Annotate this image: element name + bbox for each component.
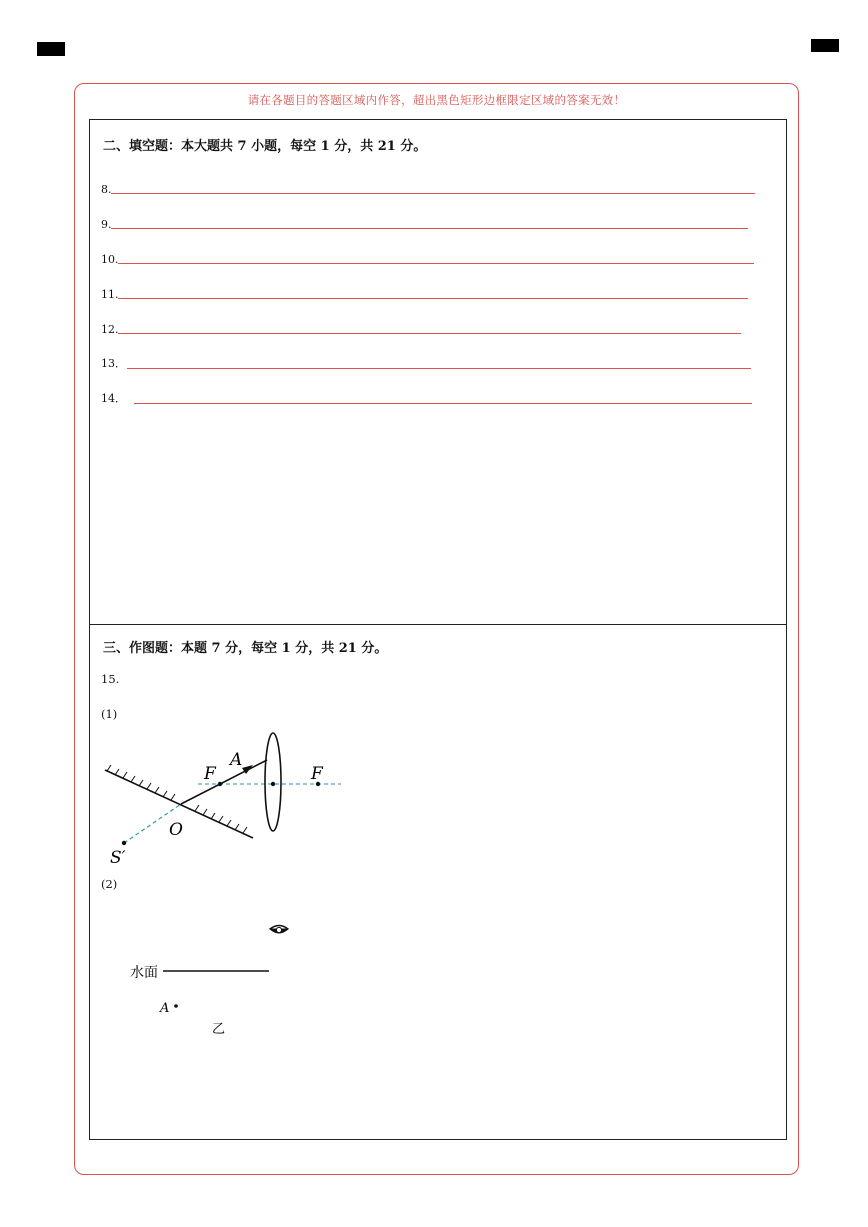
warning-notice: 请在各题目的答题区域内作答，超出黑色矩形边框限定区域的答案无效！ [247,93,626,107]
figure-water-surface [120,915,290,1040]
optical-center [271,782,275,786]
answer-rule [127,368,751,369]
question-number-15: 15. [101,672,120,686]
answer-line-14[interactable] [101,390,761,406]
label-s-prime: S′ [110,848,126,868]
answer-line-8[interactable] [101,180,761,196]
question-number: 10. [101,253,119,266]
question-number: 11. [101,288,119,301]
drawing-section [89,624,787,1140]
label-a: A [230,750,243,770]
focal-point-left [218,782,222,786]
answer-line-13[interactable] [101,355,761,371]
registration-mark-right [811,39,839,52]
question-number: 14． [101,392,126,405]
question-number: 9. [101,218,112,231]
section-title-fill: 二、填空题：本大题共 7 小题，每空 1 分，共 21 分。 [103,139,427,154]
section-title-draw: 三、作图题：本题 7 分，每空 1 分，共 21 分。 [103,641,388,656]
answer-line-12[interactable] [101,320,761,336]
question-number: 12. [101,323,119,336]
answer-rule [118,298,748,299]
question-number: 8. [101,183,112,196]
registration-mark-left [37,42,65,56]
figure-caption: 乙 [212,1022,226,1037]
image-point-s [122,841,126,845]
part-label-2: (2) [101,877,118,891]
point-a [174,1004,178,1008]
fill-blank-section [89,119,787,625]
answer-rule [118,333,741,334]
label-o: O [169,820,183,840]
label-f-right: F [311,764,323,784]
label-a-point: A [160,1001,170,1016]
question-number: 13． [101,357,126,370]
reflected-ray [181,760,267,804]
answer-line-11[interactable] [101,285,761,301]
answer-rule [111,193,755,194]
label-f-left: F [204,764,216,784]
label-water-surface: 水面 [130,965,158,981]
answer-rule [111,228,748,229]
answer-line-10[interactable] [101,250,761,266]
answer-line-9[interactable] [101,215,761,231]
eye-icon [270,926,288,934]
answer-rule [118,263,754,264]
figure-mirror-lens [95,725,355,870]
part-label-1: (1) [101,707,118,721]
answer-rule [134,403,752,404]
